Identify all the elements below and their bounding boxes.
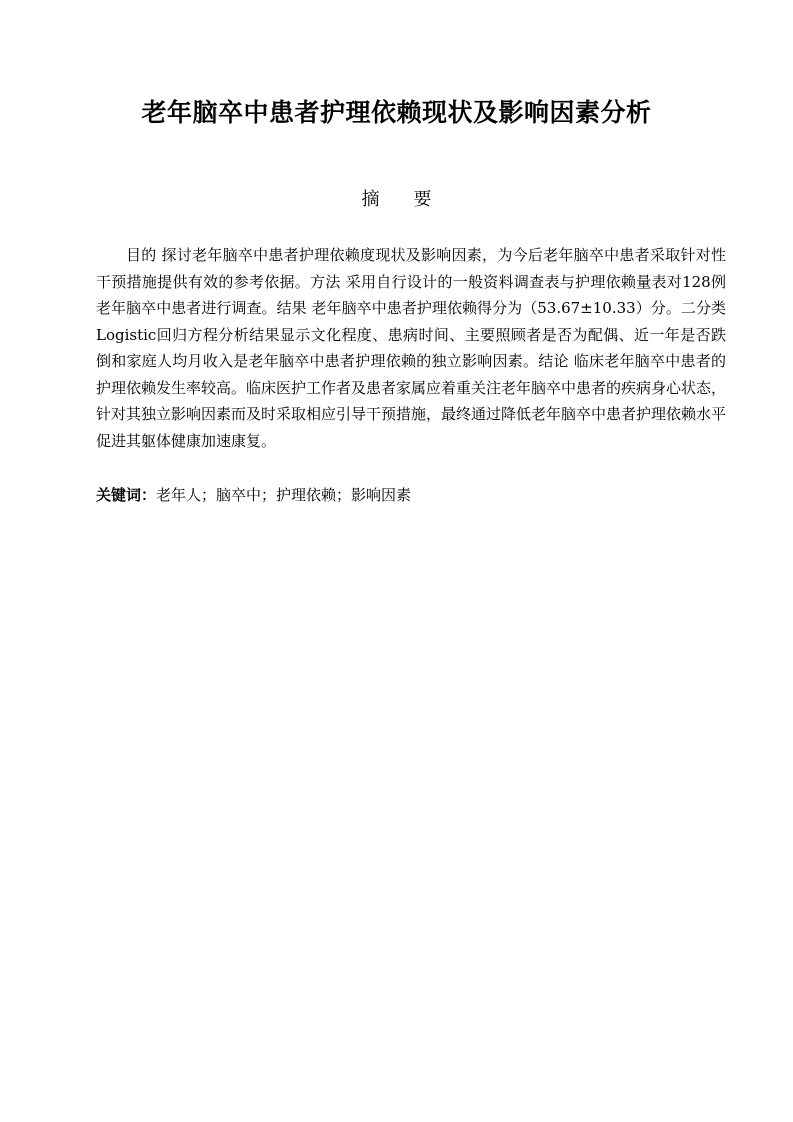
abstract-body: 目的 探讨老年脑卒中患者护理依赖度现状及影响因素，为今后老年脑卒中患者采取针对性干预措施提供有效的参考依据。方法 采用自行设计的一般资料调查表与护理依赖量表对128例老年脑卒中患者进行调查。结果 老年脑卒中患者护理依赖得分为（53.67±10.33）分。二分类Logistic回归方程分析结果显示文化程度、患病时间、主要照顾者是否为配偶、近一年是否跌倒和家庭人均月收入是老年脑卒中患者护理依赖的独立影响因素。结论 临床老年脑卒中患者的护理依赖发生率较高。临床医护工作者及患者家属应着重关注老年脑卒中患者的疾病身心状态，针对其独立影响因素而及时采取相应引导干预措施，最终通过降低老年脑卒中患者护理依赖水平促进其躯体健康加速康复。 xyxy=(96,246,727,450)
abstract-heading: 摘要 xyxy=(361,189,466,210)
keywords-label: 关键词： xyxy=(96,486,157,504)
keywords-line xyxy=(96,482,726,508)
paper-title: 老年脑卒中患者护理依赖现状及影响因素分析 xyxy=(141,98,652,127)
keywords-text: 老年人；脑卒中；护理依赖；影响因素 xyxy=(156,486,412,504)
